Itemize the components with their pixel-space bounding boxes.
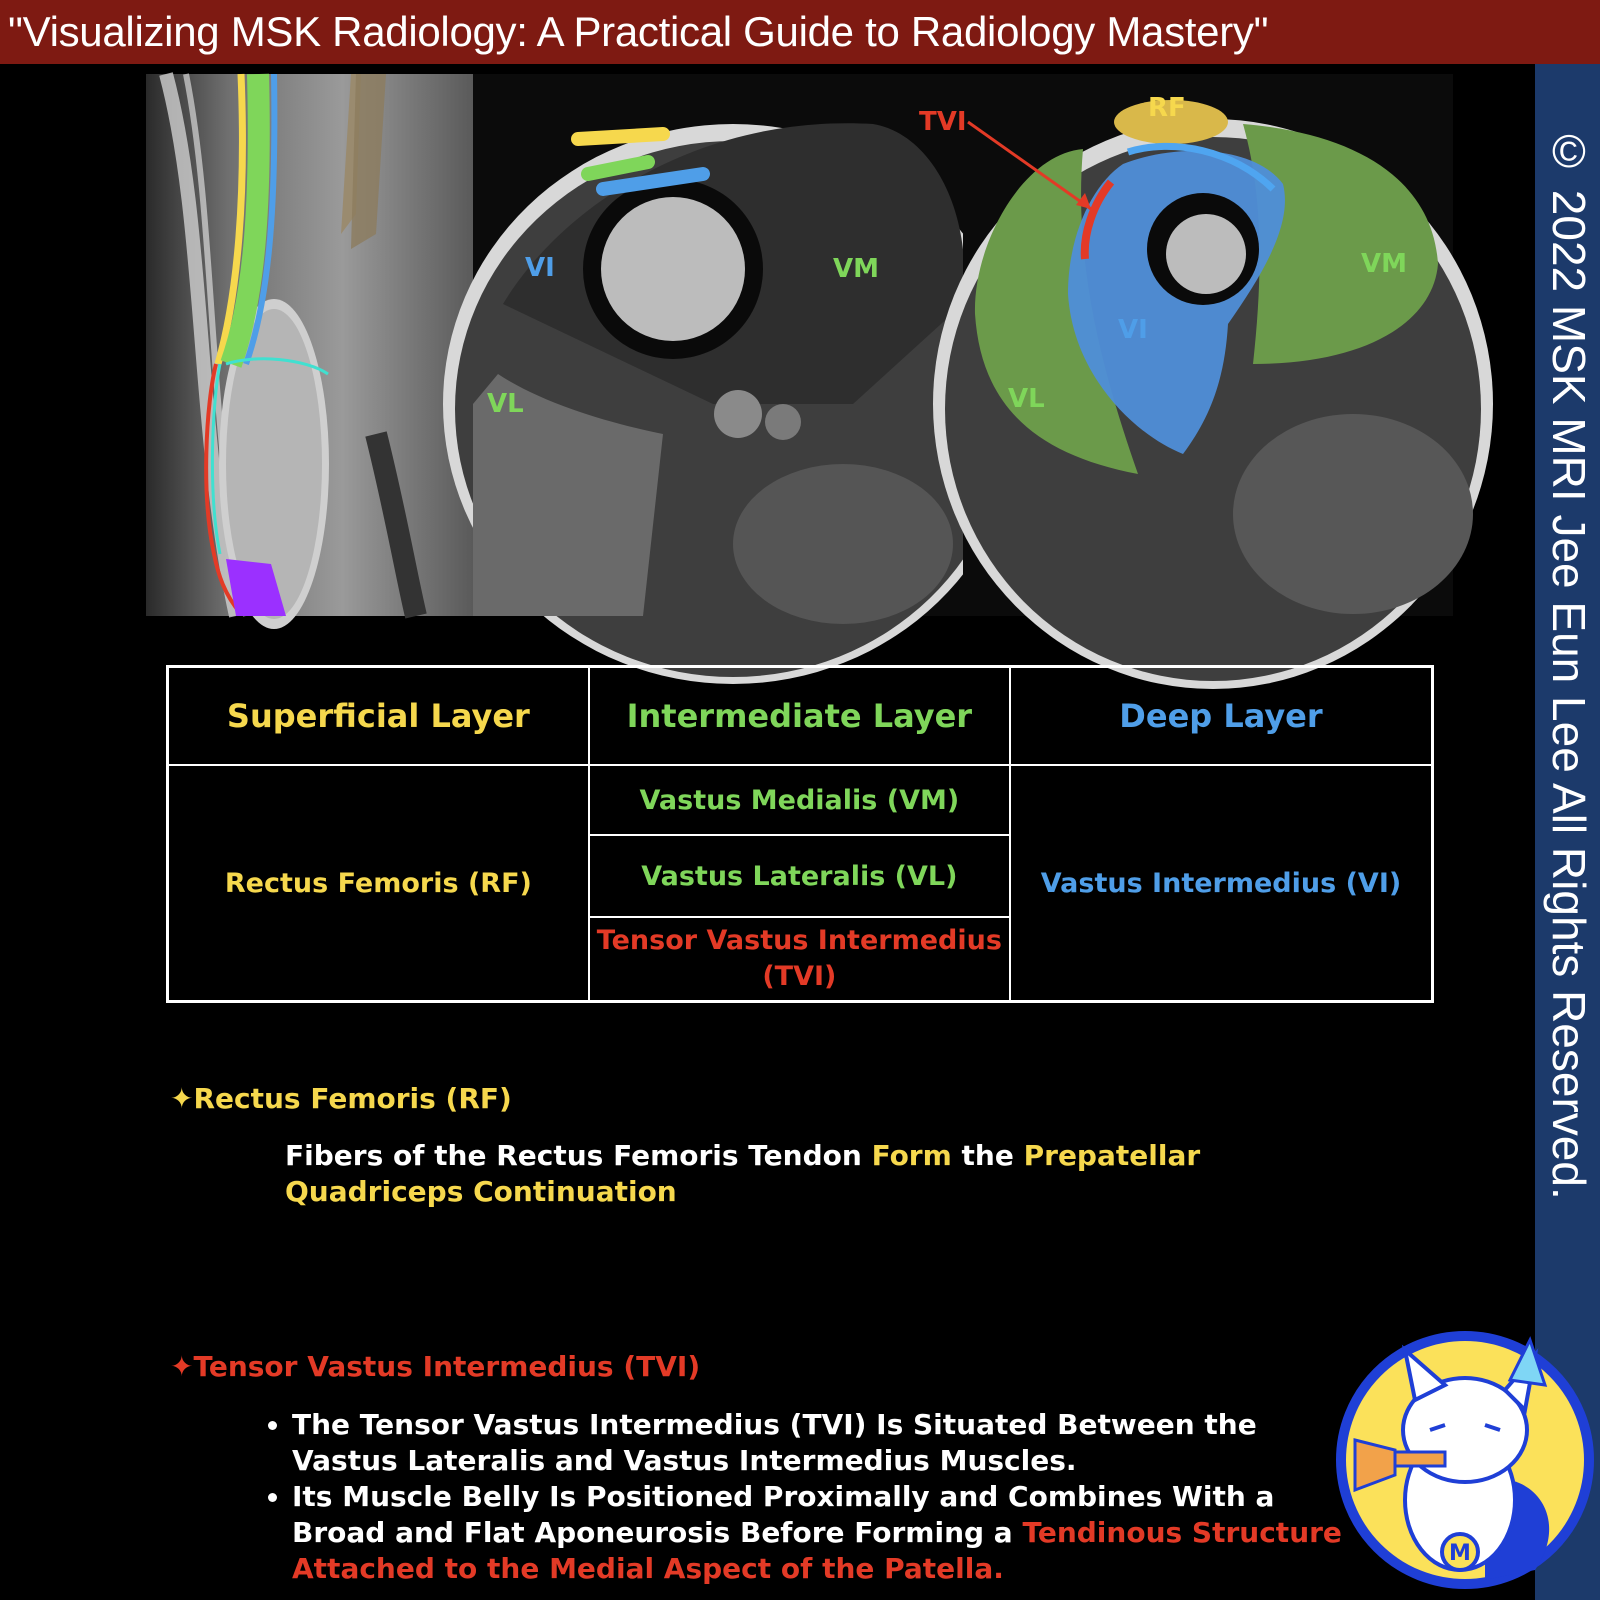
tvi-bullet-1: The Tensor Vastus Intermedius (TVI) Is Situated Between the Vastus Lateralis and Vastus Intermedius Muscles. [292,1408,1257,1477]
cell-vastus-lateralis: Vastus Lateralis (VL) [589,835,1010,917]
rf-text-form: Form [871,1139,952,1172]
mascot-badge-letter: M [1449,1541,1471,1566]
cell-superficial: Rectus Femoris (RF) [168,765,589,1002]
label-vi: VI [1118,315,1148,345]
table-row [168,765,1433,835]
header-superficial: Superficial Layer [168,667,589,766]
label-vm: VM [1361,249,1407,279]
rf-text-highlight: Prepatellar Quadriceps Continuation [285,1139,1201,1208]
label-vl: VL [487,389,524,419]
cell-vastus-medialis: Vastus Medialis (VM) [589,765,1010,835]
rf-text-2: the [951,1139,1024,1172]
header-intermediate: Intermediate Layer [589,667,1010,766]
label-vm: VM [833,254,879,284]
sagittal-mri-image [146,74,473,616]
label-vl: VL [1008,384,1045,414]
list-item [292,1407,1358,1479]
page-title: "Visualizing MSK Radiology: A Practical Guide to Radiology Mastery" [8,8,1269,55]
copyright-text: © 2022 MSK MRI Jee Eun Lee All Rights Reserved. [1543,125,1595,1200]
header-deep: Deep Layer [1010,667,1433,766]
rf-section-heading: ✦Rectus Femoris (RF) [170,1082,512,1115]
tvi-section-heading: ✦Tensor Vastus Intermedius (TVI) [170,1350,701,1383]
table-header-row [168,667,1433,766]
quadriceps-layers-table [166,665,1434,1003]
label-rf: RF [1148,93,1186,123]
list-item [292,1479,1358,1587]
tvi-section-body [268,1407,1358,1597]
axial-mri-labeled-image [919,74,1453,616]
label-vi: VI [525,253,555,283]
tvi-bullet-2-highlight: Tendinous Structure Attached to the Medial Aspect of the Patella. [292,1516,1342,1585]
cell-deep: Vastus Intermedius (VI) [1010,765,1433,1002]
title-bar [0,0,1600,64]
rf-section-body [285,1138,1385,1210]
rf-text-1: Fibers of the Rectus Femoris Tendon [285,1139,872,1172]
cell-tvi: Tensor Vastus Intermedius (TVI) [589,917,1010,1002]
label-tvi: TVI [919,107,967,137]
axial-mri-image [473,74,963,616]
cat-mascot-logo [1335,1330,1595,1590]
tvi-bullet-2-text: Its Muscle Belly Is Positioned Proximally and Combines With a Broad and Flat Aponeurosis Before Forming a [292,1480,1275,1549]
